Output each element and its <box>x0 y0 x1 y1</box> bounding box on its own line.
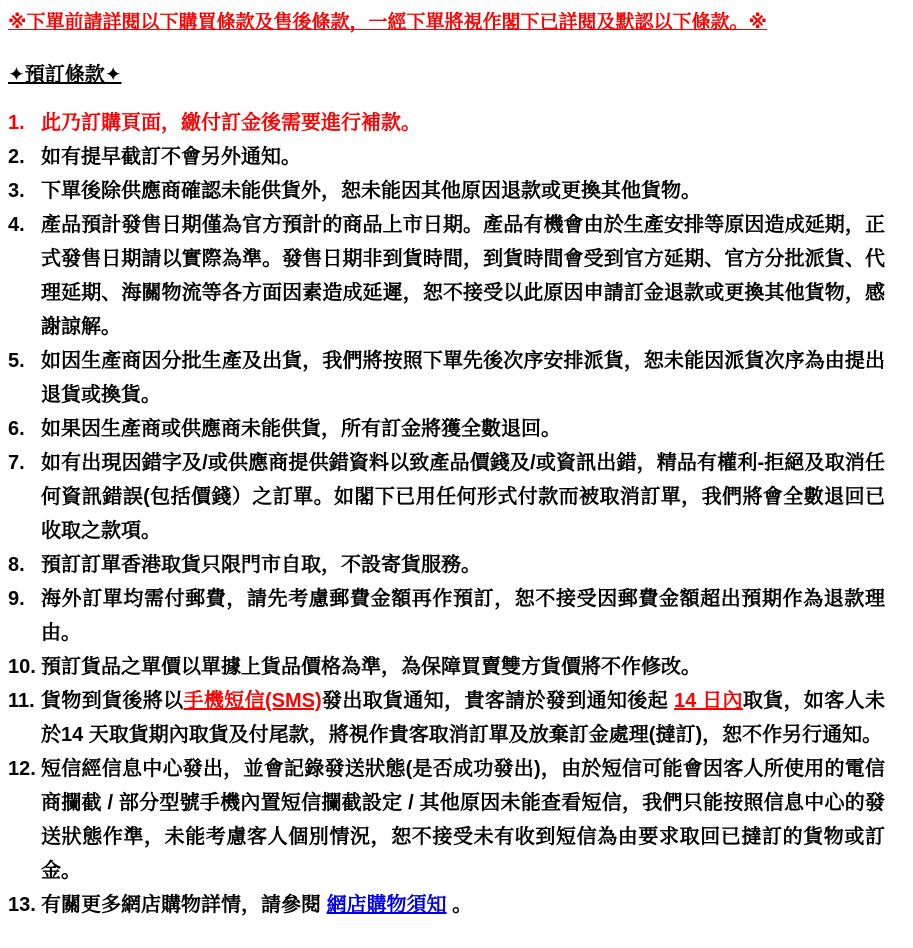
purchase-notice-title: ※下單前請詳閱以下購買條款及售後條款，一經下單將視作閣下已詳閱及默認以下條款。※ <box>8 12 767 33</box>
term-text-segment: 。 <box>446 894 473 916</box>
term-number: 13. <box>8 894 36 916</box>
term-number: 12. <box>8 758 36 780</box>
term-number: 1. <box>8 112 25 134</box>
term-number: 3. <box>8 180 25 202</box>
term-item-5 <box>8 344 885 412</box>
section-header-preorder-terms: ✦預訂條款✦ <box>8 64 122 86</box>
term-number: 4. <box>8 214 25 236</box>
term-number: 8. <box>8 554 25 576</box>
term-item-11 <box>8 684 885 752</box>
term-item-1 <box>8 106 885 140</box>
term-item-12 <box>8 752 885 888</box>
term-item-9 <box>8 582 885 650</box>
term-text <box>41 684 885 752</box>
term-text-segment: 取貨，如客人未於14 天取貨期內取貨及付尾款，將視作貴客取消訂單及放棄訂金處理(撻訂)，恕不作另行通知。 <box>41 690 886 746</box>
term-text: 下單後除供應商確認未能供貨外，恕未能因其他原因退款或更換其他貨物。 <box>41 180 701 202</box>
term-text: 預訂貨品之單價以單據上貨品價格為準，為保障買賣雙方貨價將不作修改。 <box>41 656 701 678</box>
term-text: 預訂訂單香港取貨只限門市自取，不設寄貨服務。 <box>41 554 481 576</box>
term-item-6 <box>8 412 885 446</box>
term-text-segment: 貨物到貨後將以 <box>41 690 184 712</box>
term-item-7 <box>8 446 885 548</box>
term-text: 短信經信息中心發出，並會記錄發送狀態(是否成功發出)，由於短信可能會因客人所使用的電信商攔截 / 部分型號手機內置短信攔截設定 / 其他原因未能查看短信，我們只能按照信息中心的發送狀態作準，未能考慮客人個別情況，恕不接受未有收到短信為由要求取回已撻訂的貨物或訂金。 <box>41 758 885 882</box>
term-number: 7. <box>8 452 25 474</box>
term-text <box>41 888 885 922</box>
terms-list <box>8 106 885 922</box>
term-text: 如因生產商因分批生產及出貨，我們將按照下單先後次序安排派貨，恕未能因派貨次序為由提出退貨或換貨。 <box>41 350 885 406</box>
sms-notice-highlight: 手機短信(SMS) <box>183 690 322 712</box>
term-item-10 <box>8 650 885 684</box>
term-item-13 <box>8 888 885 922</box>
term-number: 9. <box>8 588 25 610</box>
term-text: 如有出現因錯字及/或供應商提供錯資料以致產品價錢及/或資訊出錯，精品有權利-拒絕及取消任何資訊錯誤(包括價錢）之訂單。如閣下已用任何形式付款而被取消訂單，我們將會全數退回已收取之款項。 <box>41 452 885 542</box>
term-text-segment: 發出取貨通知，貴客請於發到通知後起 <box>321 690 674 712</box>
term-number: 2. <box>8 146 25 168</box>
term-text-segment: 有關更多網店購物詳情，請參閱 <box>41 894 327 916</box>
term-item-4 <box>8 208 885 344</box>
term-text: 如有提早截訂不會另外通知。 <box>41 146 301 168</box>
term-text: 產品預計發售日期僅為官方預計的商品上市日期。產品有機會由於生產安排等原因造成延期，正式發售日期請以實際為準。發售日期非到貨時間，到貨時間會受到官方延期、官方分批派貨、代理延期、海關物流等各方面因素造成延遲，恕不接受以此原因申請訂金退款或更換其他貨物，感謝諒解。 <box>41 214 885 338</box>
term-item-8 <box>8 548 885 582</box>
term-item-2 <box>8 140 885 174</box>
shop-guide-link[interactable]: 網店購物須知 <box>326 894 447 916</box>
term-text: 如果因生產商或供應商未能供貨，所有訂金將獲全數退回。 <box>41 418 561 440</box>
term-number: 5. <box>8 350 25 372</box>
term-number: 6. <box>8 418 25 440</box>
term-text: 海外訂單均需付郵費，請先考慮郵費金額再作預訂，恕不接受因郵費金額超出預期作為退款理由。 <box>41 588 885 644</box>
term-number: 11. <box>8 690 35 712</box>
term-item-3 <box>8 174 885 208</box>
term-text: 此乃訂購頁面，繳付訂金後需要進行補款。 <box>41 112 421 134</box>
term-number: 10. <box>8 656 36 678</box>
pickup-deadline-highlight: 14 日內 <box>673 690 743 712</box>
